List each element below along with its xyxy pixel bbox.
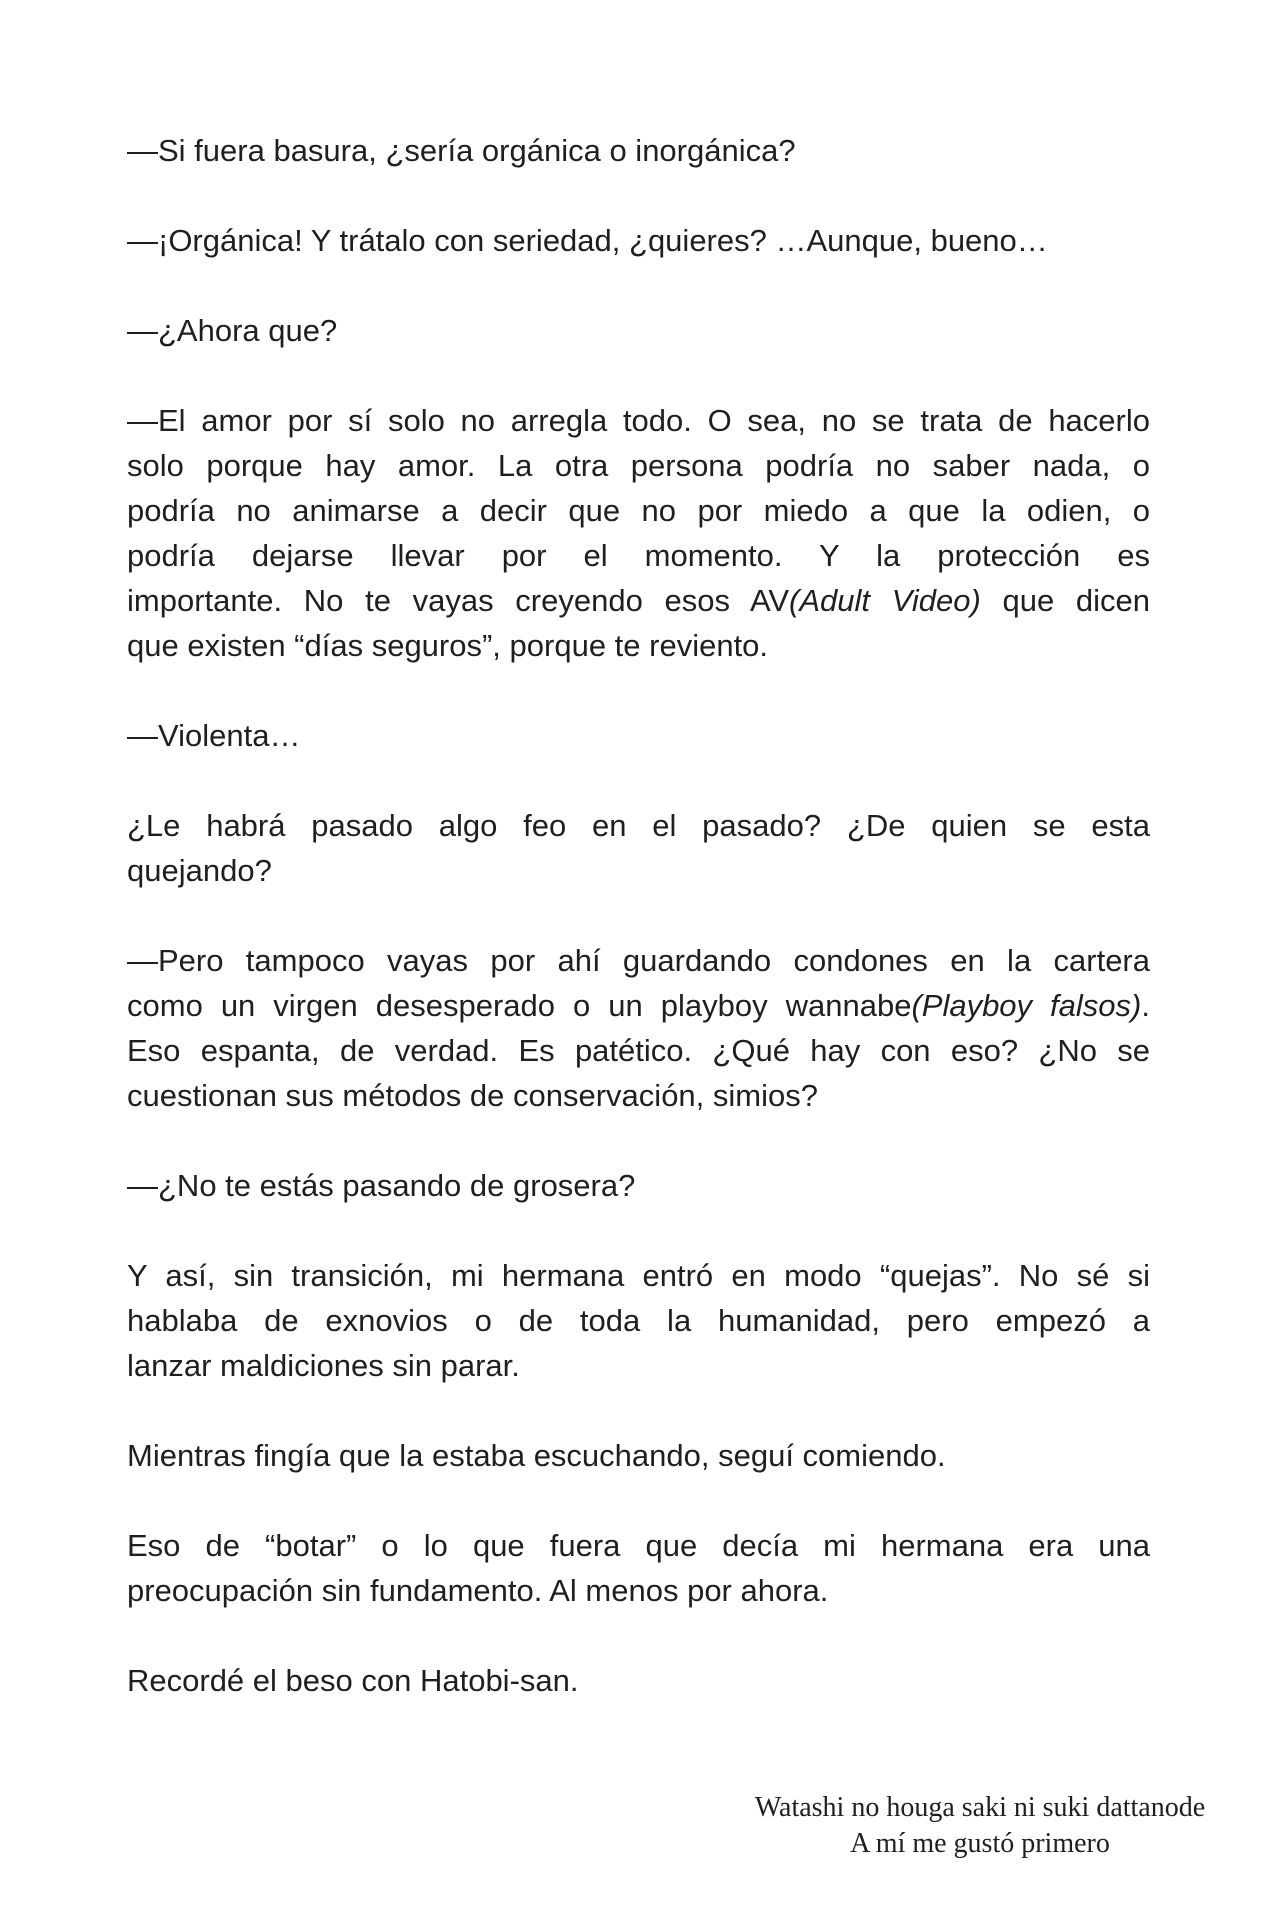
text-line: preocupación sin fundamento. Al menos por ahora. bbox=[127, 1573, 829, 1608]
paragraph-2 bbox=[127, 218, 1150, 263]
paragraph-11 bbox=[127, 1523, 1150, 1613]
paragraph-3 bbox=[127, 308, 1150, 353]
text-line: —Si fuera basura, ¿sería orgánica o inorgánica? bbox=[127, 133, 796, 168]
text-line: —¿No te estás pasando de grosera? bbox=[127, 1168, 636, 1203]
italic-text-segment: (Adult Video) bbox=[789, 583, 981, 618]
page-footer bbox=[755, 1790, 1205, 1862]
paragraph-1 bbox=[127, 128, 1150, 173]
text-line: Mientras fingía que la estaba escuchando, seguí comiendo. bbox=[127, 1438, 946, 1473]
text-line: Eso espanta, de verdad. Es patético. ¿Qué hay con eso? ¿No se bbox=[127, 1033, 1150, 1068]
footer-title-romaji: Watashi no houga saki ni suki dattanode bbox=[754, 1792, 1206, 1823]
paragraph-12 bbox=[127, 1658, 1150, 1703]
text-line: podría dejarse llevar por el momento. Y la protección es bbox=[127, 538, 1150, 573]
text-line: —Violenta… bbox=[127, 718, 301, 753]
text-line: hablaba de exnovios o de toda la humanidad, pero empezó a bbox=[127, 1303, 1150, 1338]
text-line: Recordé el beso con Hatobi-san. bbox=[127, 1663, 579, 1698]
paragraph-10 bbox=[127, 1433, 1150, 1478]
paragraph-7 bbox=[127, 938, 1150, 1118]
text-line: lanzar maldiciones sin parar. bbox=[127, 1348, 520, 1383]
text-line: quejando? bbox=[127, 853, 272, 888]
text-line: —¡Orgánica! Y trátalo con seriedad, ¿quieres? …Aunque, bueno… bbox=[127, 223, 1048, 258]
paragraph-6 bbox=[127, 803, 1150, 893]
text-line bbox=[127, 983, 1150, 1028]
text-line: —Pero tampoco vayas por ahí guardando condones en la cartera bbox=[127, 943, 1150, 978]
text-line: Eso de “botar” o lo que fuera que decía mi hermana era una bbox=[127, 1528, 1150, 1563]
text-line: —El amor por sí solo no arregla todo. O sea, no se trata de hacerlo bbox=[127, 403, 1150, 438]
text-segment: . bbox=[1141, 988, 1150, 1023]
paragraph-8 bbox=[127, 1163, 1150, 1208]
text-line bbox=[127, 578, 1150, 623]
text-line: —¿Ahora que? bbox=[127, 313, 338, 348]
text-line: Y así, sin transición, mi hermana entró en modo “quejas”. No sé si bbox=[127, 1258, 1150, 1293]
text-line: cuestionan sus métodos de conservación, simios? bbox=[127, 1078, 818, 1113]
body-text bbox=[127, 128, 1150, 1748]
text-segment: como un virgen desesperado o un playboy wannabe bbox=[127, 988, 912, 1023]
paragraph-4 bbox=[127, 398, 1150, 668]
footer-title-spanish: A mí me gustó primero bbox=[850, 1828, 1110, 1859]
text-segment: importante. No te vayas creyendo esos AV bbox=[127, 583, 790, 618]
text-segment: que dicen bbox=[980, 583, 1150, 618]
text-line: solo porque hay amor. La otra persona podría no saber nada, o bbox=[127, 448, 1150, 483]
text-line: ¿Le habrá pasado algo feo en el pasado? ¿De quien se esta bbox=[127, 808, 1150, 843]
paragraph-9 bbox=[127, 1253, 1150, 1388]
italic-text-segment: (Playboy falsos) bbox=[911, 988, 1142, 1023]
text-line: podría no animarse a decir que no por miedo a que la odien, o bbox=[127, 493, 1150, 528]
paragraph-5 bbox=[127, 713, 1150, 758]
text-line: que existen “días seguros”, porque te reviento. bbox=[127, 628, 769, 663]
